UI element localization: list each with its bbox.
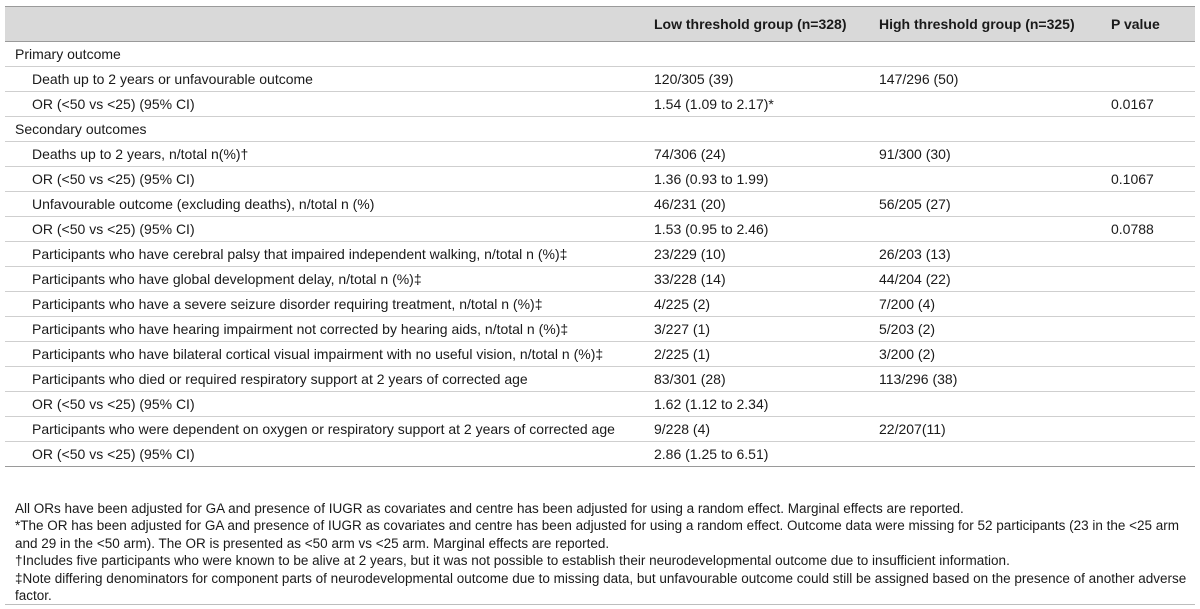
cell-p <box>1101 192 1195 217</box>
cell-high: 7/200 (4) <box>869 292 1101 317</box>
table-row <box>5 192 1195 217</box>
cell-p <box>1101 67 1195 92</box>
row-label: Participants who were dependent on oxygen or respiratory support at 2 years of corrected age <box>5 417 644 442</box>
table-row <box>5 292 1195 317</box>
table-body <box>5 42 1195 467</box>
cell-p: 0.0788 <box>1101 217 1195 242</box>
cell-low <box>644 42 869 67</box>
cell-low: 46/231 (20) <box>644 192 869 217</box>
row-label: Participants who have bilateral cortical visual impairment with no useful vision, n/total n (%)‡ <box>5 342 644 367</box>
footnote-general: All ORs have been adjusted for GA and presence of IUGR as covariates and centre has been adjusted for using a random effect. Marginal effects are reported. <box>15 501 964 516</box>
row-label: OR (<50 vs <25) (95% CI) <box>5 442 644 467</box>
cell-high <box>869 217 1101 242</box>
table-footnotes <box>15 500 1190 604</box>
table-row-section <box>5 42 1195 67</box>
table-row <box>5 167 1195 192</box>
row-label: Death up to 2 years or unfavourable outcome <box>5 67 644 92</box>
table-row <box>5 267 1195 292</box>
row-label: Secondary outcomes <box>5 117 644 142</box>
cell-high: 147/296 (50) <box>869 67 1101 92</box>
cell-low: 74/306 (24) <box>644 142 869 167</box>
cell-p <box>1101 142 1195 167</box>
row-label: OR (<50 vs <25) (95% CI) <box>5 167 644 192</box>
cell-high: 22/207(11) <box>869 417 1101 442</box>
row-label: Participants who have hearing impairment not corrected by hearing aids, n/total n (%)‡ <box>5 317 644 342</box>
header-low-threshold: Low threshold group (n=328) <box>644 7 869 42</box>
table-row <box>5 242 1195 267</box>
row-label: Participants who died or required respiratory support at 2 years of corrected age <box>5 367 644 392</box>
cell-low: 33/228 (14) <box>644 267 869 292</box>
cell-p <box>1101 42 1195 67</box>
cell-low: 9/228 (4) <box>644 417 869 442</box>
cell-high: 5/203 (2) <box>869 317 1101 342</box>
cell-high <box>869 167 1101 192</box>
cell-p <box>1101 442 1195 467</box>
table-row <box>5 367 1195 392</box>
table-row <box>5 417 1195 442</box>
cell-low: 1.54 (1.09 to 2.17)* <box>644 92 869 117</box>
cell-low: 4/225 (2) <box>644 292 869 317</box>
cell-p: 0.1067 <box>1101 167 1195 192</box>
cell-low: 2/225 (1) <box>644 342 869 367</box>
table-row <box>5 317 1195 342</box>
header-outcome <box>5 7 644 42</box>
cell-p <box>1101 392 1195 417</box>
row-label: Unfavourable outcome (excluding deaths), n/total n (%) <box>5 192 644 217</box>
cell-low: 83/301 (28) <box>644 367 869 392</box>
row-label: Participants who have a severe seizure disorder requiring treatment, n/total n (%)‡ <box>5 292 644 317</box>
cell-low: 3/227 (1) <box>644 317 869 342</box>
row-label: OR (<50 vs <25) (95% CI) <box>5 217 644 242</box>
cell-p <box>1101 267 1195 292</box>
cell-p <box>1101 342 1195 367</box>
row-label: OR (<50 vs <25) (95% CI) <box>5 392 644 417</box>
table-row <box>5 342 1195 367</box>
header-high-threshold: High threshold group (n=325) <box>869 7 1101 42</box>
row-label: Participants who have cerebral palsy that impaired independent walking, n/total n (%)‡ <box>5 242 644 267</box>
cell-low: 1.53 (0.95 to 2.46) <box>644 217 869 242</box>
footnote-double-dagger: ‡Note differing denominators for component parts of neurodevelopmental outcome due to missing data, but unfavourable outcome could still be assigned based on the presence of another adverse factor. <box>15 570 1187 604</box>
cell-low <box>644 117 869 142</box>
cell-p: 0.0167 <box>1101 92 1195 117</box>
cell-high <box>869 442 1101 467</box>
cell-high: 113/296 (38) <box>869 367 1101 392</box>
cell-high: 91/300 (30) <box>869 142 1101 167</box>
table-row <box>5 142 1195 167</box>
bottom-rule <box>5 604 1195 605</box>
cell-high: 26/203 (13) <box>869 242 1101 267</box>
cell-low: 23/229 (10) <box>644 242 869 267</box>
cell-p <box>1101 367 1195 392</box>
outcomes-table <box>5 6 1195 467</box>
cell-p <box>1101 242 1195 267</box>
header-p-value: P value <box>1101 7 1195 42</box>
table-row <box>5 217 1195 242</box>
cell-p <box>1101 417 1195 442</box>
cell-p <box>1101 117 1195 142</box>
cell-low: 2.86 (1.25 to 6.51) <box>644 442 869 467</box>
cell-high <box>869 92 1101 117</box>
cell-low: 1.36 (0.93 to 1.99) <box>644 167 869 192</box>
cell-p <box>1101 317 1195 342</box>
table-row <box>5 392 1195 417</box>
cell-high <box>869 392 1101 417</box>
row-label: Deaths up to 2 years, n/total n(%)† <box>5 142 644 167</box>
cell-low: 1.62 (1.12 to 2.34) <box>644 392 869 417</box>
results-table-document <box>0 6 1200 609</box>
table-row <box>5 92 1195 117</box>
cell-p <box>1101 292 1195 317</box>
cell-high <box>869 117 1101 142</box>
table-row <box>5 67 1195 92</box>
cell-high: 44/204 (22) <box>869 267 1101 292</box>
table-row <box>5 442 1195 467</box>
cell-high <box>869 42 1101 67</box>
cell-high: 56/205 (27) <box>869 192 1101 217</box>
footnote-dagger: †Includes five participants who were known to be alive at 2 years, but it was not possible to establish their neurodevelopmental outcome due to insufficient information. <box>15 553 1010 569</box>
row-label: Primary outcome <box>5 42 644 67</box>
row-label: OR (<50 vs <25) (95% CI) <box>5 92 644 117</box>
row-label: Participants who have global development delay, n/total n (%)‡ <box>5 267 644 292</box>
table-row-section <box>5 117 1195 142</box>
cell-low: 120/305 (39) <box>644 67 869 92</box>
footnote-asterisk: *The OR has been adjusted for GA and presence of IUGR as covariates and centre has been adjusted for using a random effect. Outcome data were missing for 52 participants (23 in the <25 arm and 29 in the <50 arm). The OR is presented as <50 arm vs <25 arm. Marginal effects are reported. <box>15 518 1180 551</box>
table-header-row <box>5 7 1195 42</box>
cell-high: 3/200 (2) <box>869 342 1101 367</box>
